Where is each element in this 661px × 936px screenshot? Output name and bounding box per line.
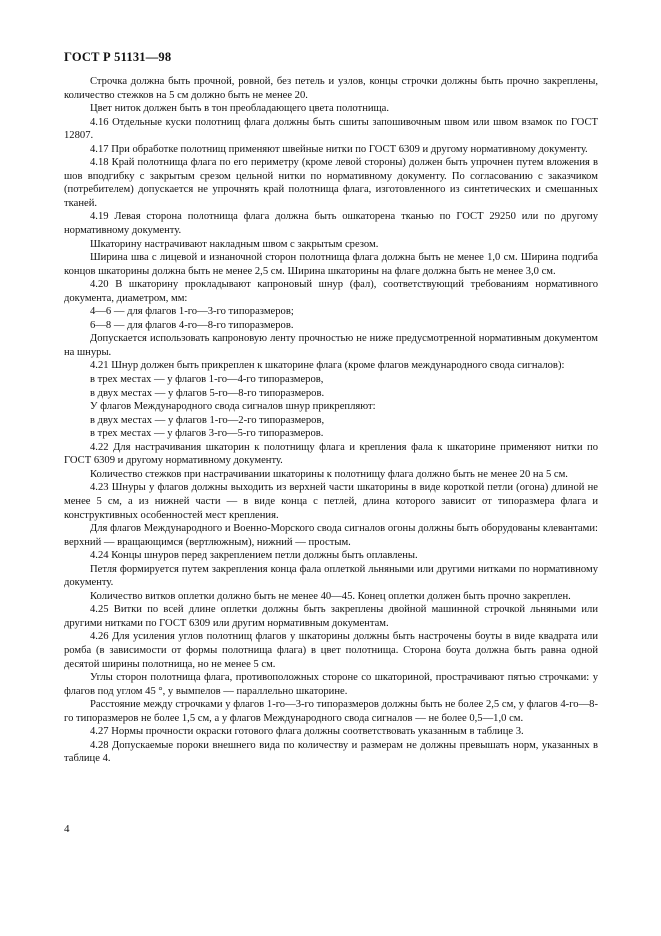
paragraph: 4.28 Допускаемые пороки внешнего вида по количеству и размерам не должны превышать норм, указанных в таблице 4. <box>64 739 598 765</box>
paragraph: Допускается использовать капроновую ленту прочностью не ниже предусмотренной нормативным документом на шнуры. <box>64 333 598 358</box>
paragraph: Строчка должна быть прочной, ровной, без петель и узлов, концы строчки должны быть прочно закреплены, количество стежков на 5 см должно быть не менее 20. <box>64 76 598 101</box>
list-item: в двух местах — у флагов 1-го—2-го типоразмеров, <box>90 414 325 426</box>
list-item: в трех местах — у флагов 3-го—5-го типоразмеров. <box>90 428 324 440</box>
paragraph: 4.23 Шнуры у флагов должны выходить из верхней части шкаторины в виде короткой петли (огона) длиной не менее 5 см, а из нижней части — в виде конца с петлей, длина которого зависит от типоразмера флага и конструктивных особенностей мест крепления. <box>64 482 598 521</box>
paragraph: 4.19 Левая сторона полотнища флага должна быть ошкаторена тканью по ГОСТ 29250 или по другому нормативному документу. <box>64 211 598 237</box>
paragraph: 4.24 Концы шнуров перед закреплением петли должны быть оплавлены. <box>90 550 418 562</box>
paragraph: Ширина шва с лицевой и изнаночной сторон полотнища флага должна быть не менее 1,0 см. Ширина подгиба концов шкаторины должна быть не менее 2,5 см. Ширина шкаторины на флаге должна быть не менее 3,0 см. <box>64 252 598 277</box>
paragraph: 4.22 Для настрачивания шкаторин к полотнищу флага и крепления фала к шкаторине применяют нитки по ГОСТ 6309 и другому нормативному документу. <box>64 441 598 467</box>
paragraph: Расстояние между строчками у флагов 1-го—3-го типоразмеров должны быть не более 2,5 см, у флагов 4-го—8-го типоразмеров не более 1,5 см, а у флагов Международного свода сигналов — не более 0,5—1,0 см. <box>64 699 598 724</box>
paragraph: 4.25 Витки по всей длине оплетки должны быть закреплены двойной машинной строчкой льняными или другими нитками по ГОСТ 6309 или другим нормативным документам. <box>64 604 598 629</box>
paragraph: Углы сторон полотнища флага, противоположных стороне со шкаториной, прострачивают пятью строчками: у флагов под углом 45 °, у вымпелов — параллельно шкаторине. <box>64 672 598 697</box>
paragraph: Количество витков оплетки должно быть не менее 40—45. Конец оплетки должен быть прочно закреплен. <box>90 590 571 602</box>
paragraph: Шкаторину настрачивают накладным швом с закрытым срезом. <box>90 238 379 250</box>
paragraph: Для флагов Международного и Военно-Морского свода сигналов огоны должны быть оборудованы клевантами: верхний — вращающимся (вертлюжным), нижний — простым. <box>64 523 598 548</box>
page-number: 4 <box>64 823 70 835</box>
body-text <box>64 75 598 766</box>
list-item: в трех местах — у флагов 1-го—4-го типоразмеров, <box>90 374 324 386</box>
paragraph: Цвет ниток должен быть в тон преобладающего цвета полотнища. <box>90 103 390 115</box>
paragraph: 4.16 Отдельные куски полотнищ флага должны быть сшиты запошивочным швом или швом взамок по ГОСТ 12807. <box>64 116 598 142</box>
paragraph: 4.21 Шнур должен быть прикреплен к шкаторине флага (кроме флагов международного свода сигналов): <box>90 360 565 372</box>
paragraph: 4.18 Край полотнища флага по его периметру (кроме левой стороны) должен быть упрочнен путем вложения в шов вподгибку с закрытым срезом цельной нитки по нормативному документу. По согласованию с заказчиком (потребителем) допускается не упрочнять край полотнища флага, изготовленного из синтетических и смешанных тканей. <box>64 157 598 209</box>
paragraph: У флагов Международного свода сигналов шнур прикрепляют: <box>90 401 376 413</box>
paragraph: 4.20 В шкаторину прокладывают капроновый шнур (фал), соответствующий требованиям нормативного документа, диаметром, мм: <box>64 279 598 304</box>
list-item: в двух местах — у флагов 5-го—8-го типоразмеров. <box>90 387 325 399</box>
paragraph: 4.26 Для усиления углов полотнищ флагов у шкаторины должны быть настрочены боуты в виде квадрата или ромба (в зависимости от формы полотнища флага) в цвет полотнища. Сторона боута должна быть равна одной десятой ширины полотнища, но не менее 5 см. <box>64 631 598 670</box>
standard-title: ГОСТ Р 51131—98 <box>64 50 172 64</box>
list-item: 6—8 — для флагов 4-го—8-го типоразмеров. <box>90 319 294 331</box>
paragraph: 4.17 При обработке полотнищ применяют швейные нитки по ГОСТ 6309 и другому нормативному документу. <box>90 143 588 155</box>
paragraph: Петля формируется путем закрепления конца фала оплеткой льняными или другими нитками по нормативному документу. <box>64 563 598 589</box>
list-item: 4—6 — для флагов 1-го—3-го типоразмеров; <box>90 306 294 318</box>
paragraph: 4.27 Нормы прочности окраски готового флага должны соответствовать указанным в таблице 3. <box>90 726 524 738</box>
paragraph: Количество стежков при настрачивании шкаторины к полотнищу флага должно быть не менее 20 на 5 см. <box>90 468 568 480</box>
